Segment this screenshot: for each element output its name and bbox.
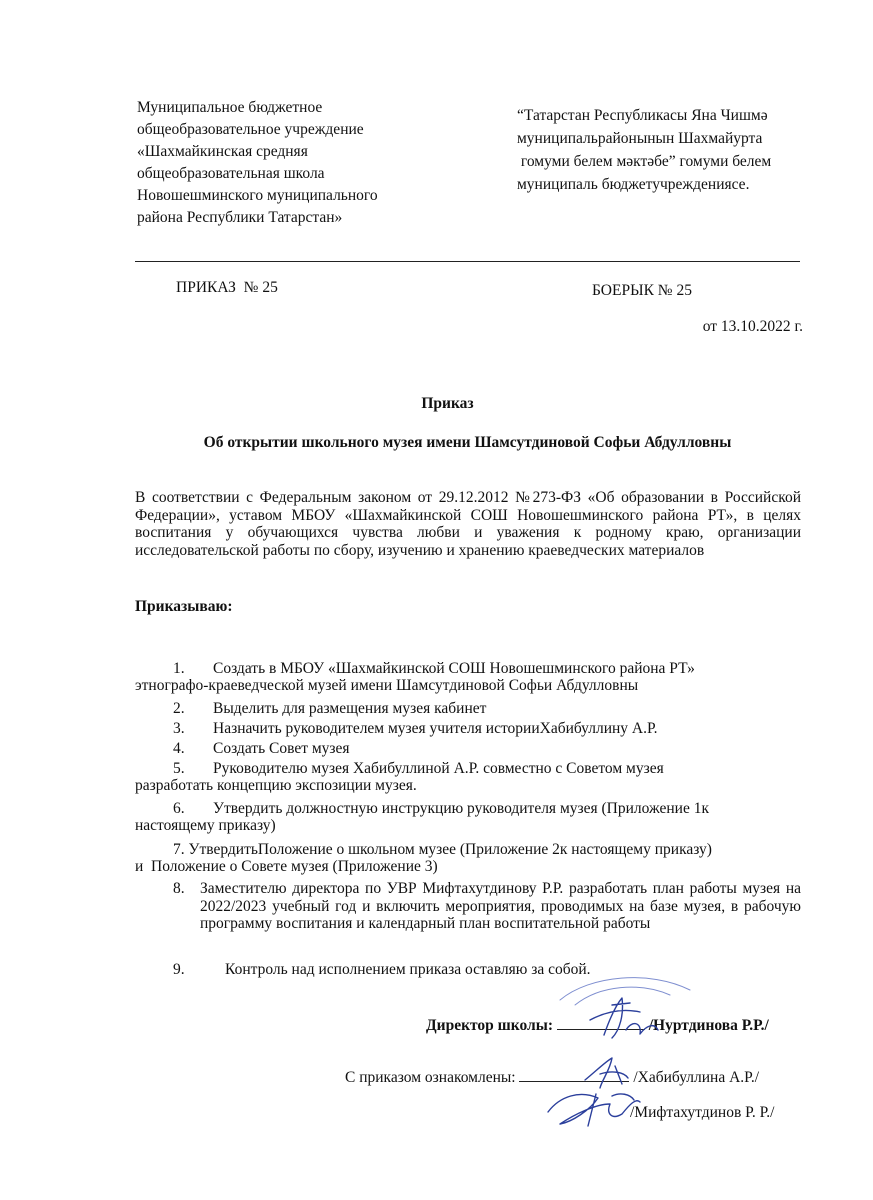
preamble-paragraph: В соответствии с Федеральным законом от 29.12.2012 №273-ФЗ «Об образовании в Российской Федерации», уставом МБОУ «Шахмайкинской СОШ Новошешминского района РТ», в целях воспитания у обучающихся чувства любви и уважения к родному краю, организации исследовательской работы по сбору, изучению и хранению краеведческих материалов [135,489,801,559]
item-text: Создать в МБОУ «Шахмайкинской СОШ Новошешминского района РТ» [213,660,695,677]
item-text: Утвердить должностную инструкцию руководителя музея (Приложение 1к [213,800,710,817]
header-right-line: муниципальрайонынын Шахмайурта [517,130,763,147]
acquainted-label: С приказом ознакомлены: [345,1069,516,1086]
orders-heading: Приказываю: [135,598,233,615]
director-name: /Нуртдинова Р.Р./ [648,1017,769,1034]
item-text: Руководителю музея Хабибуллиной А.Р. совместно с Советом музея [213,760,664,777]
item-text-continued: и Положение о Совете музея (Приложение 3) [135,858,438,875]
header-left-line: района Республики Татарстан» [137,209,343,226]
second-acquainted-signature-drawing [548,1094,640,1126]
header-left-line: Муниципальное бюджетное [137,99,323,116]
item-text-continued: этнографо-краеведческой музей имени Шамсутдиновой Софьи Абдулловны [135,677,639,694]
header-right-line: муниципаль бюджетучреждениясе. [517,176,750,193]
item-text: Заместителю директора по УВР Мифтахутдинову Р.Р. разработать план работы музея на 2022/2023 учебный год и включить мероприятия, проводимых на базе музея, в рабочую программу воспитания и календарный план воспитательной работы [200,880,801,932]
item-text: Выделить для размещения музея кабинет [213,700,487,717]
director-label: Директор школы: [426,1017,553,1034]
item-number: 8. [173,880,185,897]
item-text: Создать Совет музея [213,740,350,757]
item-number: 5. [173,760,185,777]
item-number: 1. [173,660,185,677]
stamp-arc-drawing [560,978,690,1005]
item-text: УтвердитьПоложение о школьном музее (Приложение 2к настоящему приказу) [188,841,712,858]
director-signature-drawing [590,998,658,1038]
header-left-line: общеобразовательное учреждение [137,121,364,138]
first-acquainted-signature-drawing [585,1058,628,1088]
item-number: 2. [173,700,185,717]
item-text: Контроль над исполнением приказа оставляю за собой. [225,961,591,978]
header-left-line: общеобразовательная школа [137,165,325,182]
item-number: 6. [173,800,185,817]
document-subtitle: Об открытии школьного музея имени Шамсутдиновой Софьи Абдулловны [203,434,732,451]
item-number: 4. [173,740,185,757]
order-number-ru: ПРИКАЗ № 25 [176,279,278,296]
header-right-line: гомуми белем мәктәбе” гомуми белем [517,153,772,170]
item-text: Назначить руководителем музея учителя историиХабибуллину А.Р. [213,720,658,737]
item-text-continued: настоящему приказу) [135,817,276,834]
header-left-line: Новошешминского муниципального [137,187,378,204]
document-title: Приказ [421,395,474,412]
header-left-line: «Шахмайкинская средняя [137,143,308,160]
acquainted-name: /Мифтахутдинов Р. Р./ [630,1104,775,1121]
header-right-line: “Татарстан Республикасы Яна Чишмә [517,107,768,124]
item-number: 3. [173,720,185,737]
item-number: 9. [173,961,185,978]
acquainted-name: /Хабибуллина А.Р./ [633,1069,760,1086]
order-date: от 13.10.2022 г. [702,318,803,335]
item-text-continued: разработать концепцию экспозиции музея. [135,777,417,794]
item-number: 7. [173,841,185,858]
order-number-tt: БОЕРЫК № 25 [592,282,692,299]
